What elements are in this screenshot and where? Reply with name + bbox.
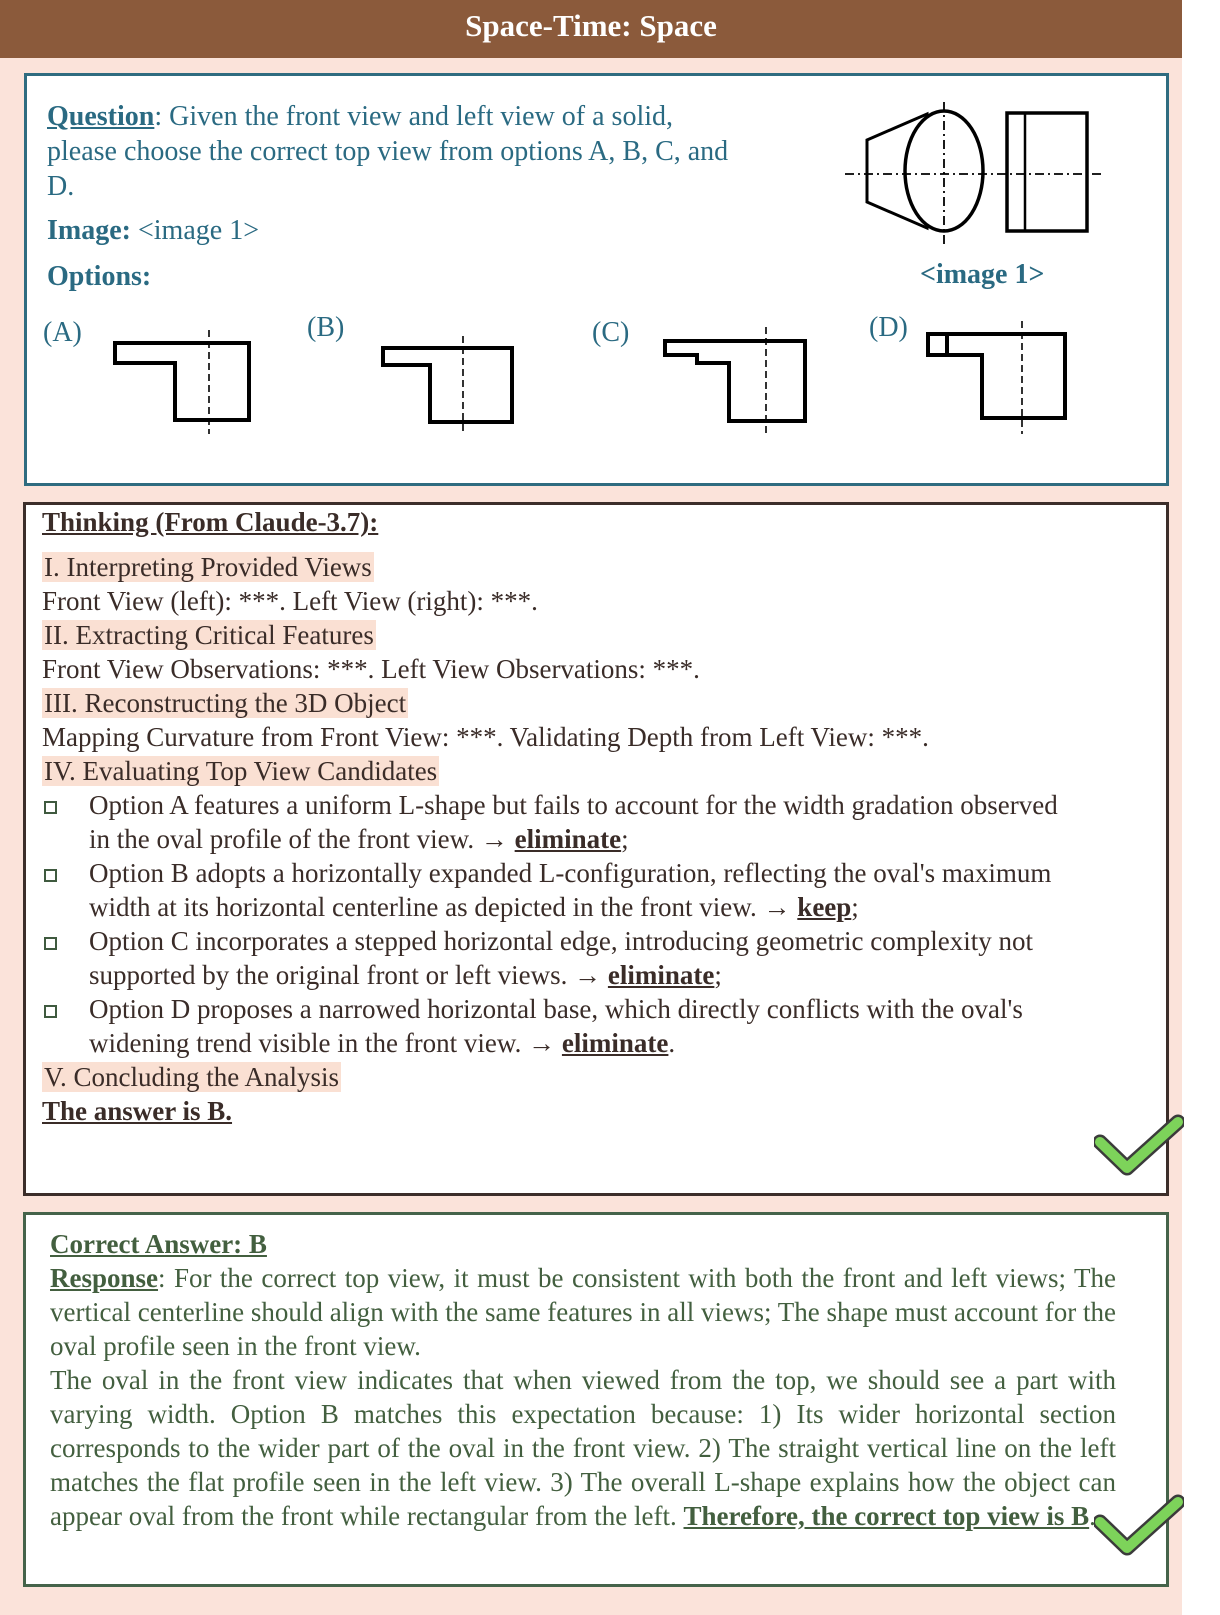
section-2-text: Front View Observations: ***. Left View Observations: ***. bbox=[42, 654, 700, 684]
options-label: Options: bbox=[47, 261, 152, 292]
thinking-box bbox=[23, 502, 1169, 1196]
option-c-eval-line-1: Option C incorporates a stepped horizontal edge, introducing geometric complexity not bbox=[89, 926, 1033, 956]
image-1-caption: <image 1> bbox=[920, 259, 1045, 290]
question-line-1: : Given the front view and left view of a solid, bbox=[154, 101, 674, 132]
response-label: Response bbox=[50, 1263, 159, 1293]
option-d-verdict: eliminate bbox=[561, 1028, 669, 1058]
section-1-text: Front View (left): ***. Left View (right): ***. bbox=[42, 586, 538, 616]
header-bar bbox=[0, 0, 1182, 58]
option-a-drawing[interactable] bbox=[107, 326, 257, 441]
section-3-text: Mapping Curvature from Front View: ***. Validating Depth from Left View: ***. bbox=[42, 722, 929, 752]
option-d-eval-line-2: widening trend visible in the front view. → eliminate. bbox=[89, 1028, 676, 1058]
section-3-heading: III. Reconstructing the 3D Object bbox=[44, 688, 407, 718]
option-c-verdict: eliminate bbox=[607, 960, 715, 990]
image-value: <image 1> bbox=[130, 215, 259, 246]
option-d-label[interactable]: (D) bbox=[869, 312, 908, 343]
bullet-icon bbox=[44, 869, 57, 882]
answer-box bbox=[23, 1212, 1169, 1587]
option-a-verdict: eliminate bbox=[514, 824, 622, 854]
option-b-verdict: keep bbox=[797, 892, 852, 922]
question-box bbox=[24, 73, 1169, 486]
response-conclusion: Therefore, the correct top view is B bbox=[683, 1501, 1090, 1531]
option-c-eval-line-2: supported by the original front or left views. → eliminate; bbox=[89, 960, 722, 990]
option-c-drawing[interactable] bbox=[657, 323, 812, 443]
response-paragraph-2: The oval in the front view indicates that when viewed from the top, we should see a part with varying width. Option B matches this expectation because: 1) Its wider horizontal section corresponds to the wider part of the oval in the front view. 2) The straight vertical line on the left matches the flat profile seen in the left view. 3) The overall L-shape explains how the object can appear oval from the front while rectangular from the left. Therefore, the correct top view is B. bbox=[50, 1365, 1116, 1531]
correct-answer: Correct Answer: B bbox=[50, 1229, 267, 1259]
bullet-icon bbox=[44, 801, 57, 814]
question-line-3: D. bbox=[47, 171, 75, 202]
question-line-2: please choose the correct top view from options A, B, C, and bbox=[47, 136, 729, 167]
option-b-drawing[interactable] bbox=[375, 333, 520, 443]
option-d-eval-line-1: Option D proposes a narrowed horizontal base, which directly conflicts with the oval's bbox=[89, 994, 1023, 1024]
thinking-title: Thinking (From Claude-3.7): bbox=[42, 507, 379, 537]
option-b-eval-line-2: width at its horizontal centerline as depicted in the front view. → keep; bbox=[89, 892, 859, 922]
checkmark-icon bbox=[1094, 1492, 1184, 1562]
image-line bbox=[47, 213, 259, 248]
option-a-eval-line-1: Option A features a uniform L-shape but fails to account for the width gradation observed bbox=[89, 790, 1058, 820]
bullet-icon bbox=[44, 937, 57, 950]
image-1-figure bbox=[839, 96, 1109, 256]
question-text bbox=[47, 99, 807, 204]
option-c-label[interactable]: (C) bbox=[592, 317, 630, 348]
checkmark-icon bbox=[1094, 1112, 1184, 1182]
section-5-heading: V. Concluding the Analysis bbox=[44, 1062, 340, 1092]
response-paragraph-1: Response: For the correct top view, it must be consistent with both the front and left views; The vertical centerline should align with the same features in all views; The shape must account for the oval profile seen in the front view. bbox=[50, 1263, 1116, 1361]
option-a-eval-line-2: in the oval profile of the front view. → eliminate; bbox=[89, 824, 629, 854]
thinking-answer: The answer is B. bbox=[42, 1096, 233, 1126]
section-1-heading: I. Interpreting Provided Views bbox=[44, 552, 372, 582]
section-2-heading: II. Extracting Critical Features bbox=[44, 620, 374, 650]
page-title: Space-Time: Space bbox=[465, 8, 717, 43]
section-4-heading: IV. Evaluating Top View Candidates bbox=[44, 756, 438, 786]
option-a-label[interactable]: (A) bbox=[43, 317, 82, 348]
option-d-drawing[interactable] bbox=[920, 318, 1075, 438]
option-b-eval-line-1: Option B adopts a horizontally expanded L-configuration, reflecting the oval's maximum bbox=[89, 858, 1052, 888]
option-b-label[interactable]: (B) bbox=[307, 312, 345, 343]
bullet-icon bbox=[44, 1005, 57, 1018]
image-label: Image: bbox=[47, 215, 131, 246]
question-label: Question bbox=[47, 101, 155, 132]
